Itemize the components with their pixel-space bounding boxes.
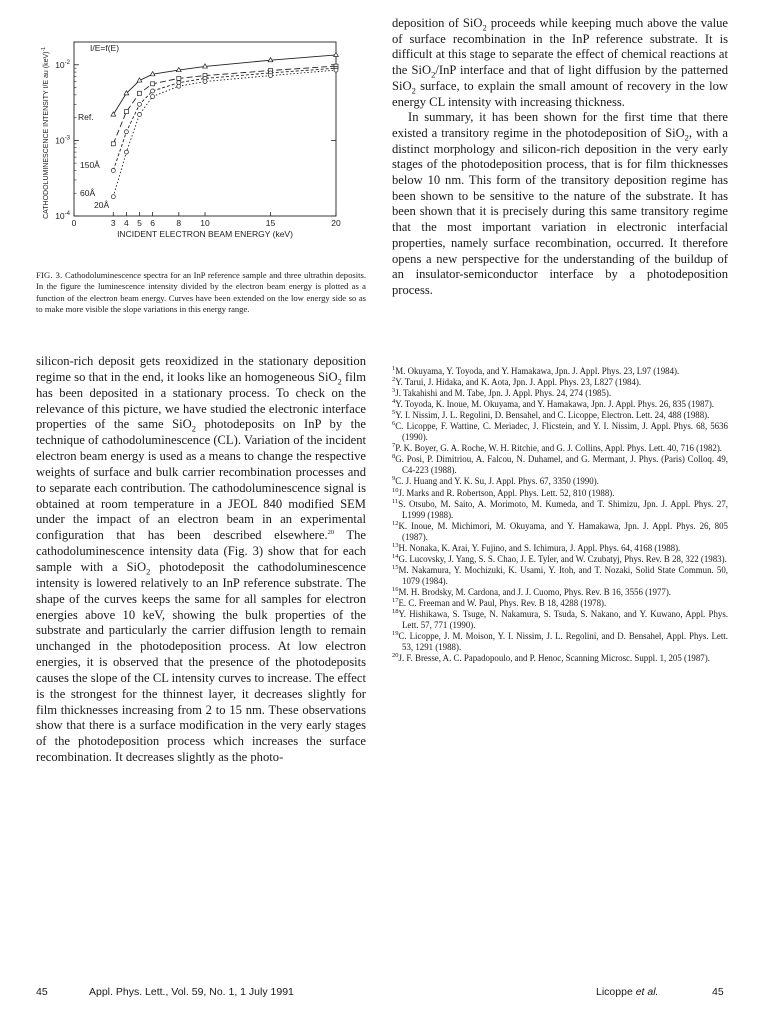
reference-text: J. Takahishi and M. Tabe, Jpn. J. Appl. Phys. 24, 274 (1985). xyxy=(395,388,612,399)
y-axis-exponent: -1 xyxy=(41,47,47,52)
reference-number: 14 xyxy=(392,552,399,560)
reference-number: 2 xyxy=(392,376,396,384)
reference-text: G. Posi, P. Dimitriou, A. Falcou, N. Duhamel, and G. Mermant, J. Phys. (Paris) Colloq. 49, C4-223 (1988). xyxy=(395,454,728,476)
reference-number: 10 xyxy=(392,486,399,494)
reference-text: S. Otsubo, M. Saito, A. Morimoto, M. Kumeda, and T. Shimizu, Jpn. J. Appl. Phys. 27, L1999 (1988). xyxy=(398,498,728,520)
x-tick-label: 0 xyxy=(71,218,77,228)
page-number-right: 45 xyxy=(712,986,724,998)
data-point xyxy=(138,112,142,116)
reference-item xyxy=(392,366,728,377)
x-tick-label: 6 xyxy=(150,218,155,228)
reference-item xyxy=(392,653,728,664)
series-line xyxy=(113,68,336,170)
references-list xyxy=(392,366,728,664)
reference-item xyxy=(392,443,728,454)
reference-text: H. Nonaka, K. Arai, Y. Fujino, and S. Ichimura, J. Appl. Phys. 64, 4168 (1988). xyxy=(398,542,681,553)
reference-number: 1 xyxy=(392,365,396,373)
x-tick-label: 8 xyxy=(176,218,182,228)
reference-number: 13 xyxy=(392,541,399,549)
x-tick-label: 20 xyxy=(331,218,341,228)
inner-title: I/E=f(E) xyxy=(90,43,120,53)
reference-number: 11 xyxy=(392,497,399,505)
series-line xyxy=(113,70,336,197)
data-point xyxy=(177,84,181,88)
reference-item xyxy=(392,521,728,543)
data-point xyxy=(334,68,338,72)
reference-text: C. J. Huang and Y. K. Su, J. Appl. Phys. 67, 3350 (1990). xyxy=(395,476,599,487)
data-point xyxy=(124,150,128,154)
reference-item xyxy=(392,499,728,521)
y-axis-label: CATHODOLUMINESCENCE INTENSITY I/E au (keV)$^{-1}$ xyxy=(41,47,50,219)
reference-item xyxy=(392,488,728,499)
caption-text: Cathodoluminescence spectra for an InP reference sample and three ultrathin deposits. In the figure the luminescence intensity divided by the electron beam energy is plotted as a function of the electron beam energy. Curves have been extended on the low energy side so as to make more visible the slope variations in this energy range. xyxy=(36,270,366,315)
y-tick-exponent: -2 xyxy=(64,59,70,66)
reference-item xyxy=(392,631,728,653)
figure-caption xyxy=(36,270,366,316)
reference-item xyxy=(392,399,728,410)
reference-number: 6 xyxy=(392,420,396,428)
reference-number: 5 xyxy=(392,409,396,417)
reference-text: K. Inoue, M. Michimori, M. Okuyama, and Y. Hamakawa, Jpn. J. Appl. Phys. 26, 805 (1987). xyxy=(398,520,728,542)
reference-item xyxy=(392,554,728,565)
x-tick-label: 5 xyxy=(137,218,142,228)
page-footer xyxy=(36,986,728,1002)
data-point xyxy=(177,76,181,80)
ref-20-citation: 20 xyxy=(327,529,335,537)
reference-item xyxy=(392,454,728,476)
data-point xyxy=(151,95,155,99)
reference-text: Y. Hishikawa, S. Tsuge, N. Nakamura, S. Tsuda, S. Nakano, and Y. Kuwano, Appl. Phys. Lett. 57, 771 (1990). xyxy=(398,609,728,631)
data-point xyxy=(138,102,142,106)
y-tick-label: $10^{-4}$ xyxy=(55,211,70,221)
reference-text: M. Nakamura, Y. Mochizuki, K. Usami, Y. Itoh, and T. Nozaki, Solid State Commun. 50, 1079 (1984). xyxy=(398,564,728,586)
reference-item xyxy=(392,377,728,388)
reference-number: 16 xyxy=(392,585,399,593)
reference-text: J. F. Bresse, A. C. Papadopoulo, and P. Henoc, Scanning Microsc. Suppl. 1, 205 (1987). xyxy=(398,653,710,664)
reference-number: 3 xyxy=(392,387,396,395)
y-tick-label: $10^{-3}$ xyxy=(55,135,70,146)
x-tick-label: 3 xyxy=(110,218,116,228)
data-point xyxy=(203,80,207,84)
x-axis-label: INCIDENT ELECTRON BEAM ENERGY (keV) xyxy=(117,229,293,239)
reference-text: M. Okuyama, Y. Toyoda, and Y. Hamakawa, Jpn. J. Appl. Phys. 23, L97 (1984). xyxy=(395,366,680,376)
reference-item xyxy=(392,609,728,631)
reference-text: Y. Tarui, J. Hidaka, and K. Aota, Jpn. J. Appl. Phys. 23, L827 (1984). xyxy=(395,377,642,388)
reference-item xyxy=(392,565,728,587)
summary-paragraph: In summary, it has been shown for the first time that there existed a transitory regime in the photodeposition of SiO$_2$, with a distinct morphology and silicon-rich deposition in the very early stages of the photodeposition process, that is for film thicknesses below 10 nm. This form of the transitory deposition regime has been shown to be sensitive to the nature of the substrate. It has been shown that it is precisely during this same transitory regime that the most important variation in electronic interfacial properties, namely surface recombination, occurred. It therefore opens a new perspective for the understanding of the buildup of an insulator-semiconductor interface by a photodeposition process. xyxy=(392,110,728,297)
data-point xyxy=(334,52,339,56)
reference-item xyxy=(392,421,728,443)
data-point xyxy=(124,130,128,134)
y-tick-label: $10^{-2}$ xyxy=(55,59,70,70)
reference-text: Y. I. Nissim, J. L. Regolini, D. Bensahel, and C. Licoppe, Electron. Lett. 24, 488 (1988). xyxy=(395,410,710,421)
running-authors: Licoppe et al. xyxy=(596,986,659,998)
x-tick-label: 4 xyxy=(124,218,129,228)
cl-intensity-chart xyxy=(36,28,366,260)
reference-text: C. Licoppe, F. Wattine, C. Meriadec, J. Flicstein, and Y. I. Nissim, J. Appl. Phys. 68, 5636 (1990). xyxy=(395,421,728,443)
y-tick-exponent: -3 xyxy=(64,135,70,142)
reference-item xyxy=(392,476,728,487)
reference-number: 15 xyxy=(392,563,399,571)
reference-number: 19 xyxy=(392,630,399,638)
reference-item xyxy=(392,598,728,609)
reference-number: 8 xyxy=(392,453,396,461)
reference-number: 20 xyxy=(392,652,399,660)
reference-text: Y. Toyoda, K. Inoue, M. Okuyama, and Y. Hamakawa, Jpn. J. Appl. Phys. 26, 835 (1987). xyxy=(395,399,715,410)
data-point xyxy=(269,74,273,78)
left-paragraph: silicon-rich deposit gets reoxidized in the stationary deposition regime so that in the end, it looks like an homogeneous SiO$_2$ film has been deposited in a stationary process. To check on the relevance of this picture, we have studied the electronic interface properties of the same SiO$_2$ photodeposits on InP by the technique of cathodoluminescence (CL). Variation of the incident electron beam energy is used as a means to change the respective weights of surface and bulk carrier recombination processes and to separate each contribution. The cathodoluminescence signal is obtained at room temperature in a JEOL 840 modified SEM under the impact of an electron beam in an experimental configuration that has been described elsewhere.$^{20}$ The cathodoluminescence intensity data (Fig. 3) show that for each sample with a SiO$_2$ photodeposit the cathodoluminescence intensity is lowered relatively to an InP reference substrate. The shape of the curves keeps the same for all samples for electron energies above 10 keV, showing the bulk properties of the substrate and particularly the carrier diffusion length to remain unchanged in the photodeposition process. At low electron energies, it is observed that the presence of the photodeposits causes the slope of the CL intensity curves to increase. The effect is the strongest for the thinnest layer, it decreases slightly for film thicknesses increasing from 2 to 15 nm. These observations show that there is a surface modification in the very early stages of the photodeposition process which increases the surface recombination. It decreases slightly as the photo- xyxy=(36,354,366,765)
data-point xyxy=(124,110,128,114)
y-tick-exponent: -4 xyxy=(64,211,70,217)
reference-text: E. C. Freeman and W. Paul, Phys. Rev. B 18, 4288 (1978). xyxy=(398,597,607,608)
reference-item xyxy=(392,388,728,399)
data-point xyxy=(138,91,142,95)
x-tick-label: 15 xyxy=(265,218,276,228)
reference-number: 4 xyxy=(392,398,396,406)
left-column-body xyxy=(36,354,366,766)
reference-number: 17 xyxy=(392,597,399,605)
series-line xyxy=(113,55,336,115)
reference-number: 9 xyxy=(392,475,396,483)
data-point xyxy=(151,89,155,93)
curve-label: 150Å xyxy=(80,160,100,170)
reference-text: G. Lucovsky, J. Yang, S. S. Chao, J. E. Tyler, and W. Czubatyj, Phys. Rev. B 28, 322 (1983). xyxy=(398,553,727,564)
reference-text: J. Marks and R. Robertson, Appl. Phys. Lett. 52, 810 (1988). xyxy=(398,487,615,498)
x-tick-label: 10 xyxy=(200,218,210,228)
reference-text: M. H. Brodsky, M. Cardona, and J. J. Cuomo, Phys. Rev. B 16, 3556 (1977). xyxy=(398,586,671,597)
right-paragraph-1: deposition of SiO$_2$ proceeds while keeping much above the value of surface recombination in the InP reference substrate. It is difficult at this stage to separate the effect of chemical reactions at the SiO$_2$/InP interface and that of light diffusion by the patterned SiO$_2$ surface, to explain the small amount of recovery in the low energy CL intensity with increasing thickness. xyxy=(392,16,728,109)
reference-text: P. K. Boyer, G. A. Roche, W. H. Ritchie, and G. J. Collins, Appl. Phys. Lett. 40, 716 (1982). xyxy=(395,443,723,454)
reference-item xyxy=(392,410,728,421)
curve-label: 60Å xyxy=(80,188,96,198)
caption-label: FIG. 3. xyxy=(36,270,63,280)
curve-label: Ref. xyxy=(78,112,94,122)
data-point xyxy=(151,82,155,86)
reference-number: 7 xyxy=(392,442,396,450)
figure-3 xyxy=(36,28,366,260)
data-point xyxy=(111,195,115,199)
reference-number: 12 xyxy=(392,519,399,527)
curve-label: 20Å xyxy=(94,200,110,210)
data-point xyxy=(111,142,115,146)
reference-item xyxy=(392,587,728,598)
reference-item xyxy=(392,543,728,554)
reference-text: C. Licoppe, J. M. Moison, Y. I. Nissim, J. L. Regolini, and D. Bensahel, Appl. Phys. Lett. 53, 1291 (1988). xyxy=(398,631,728,653)
page-number-left: 45 xyxy=(36,986,48,998)
data-point xyxy=(111,168,115,172)
right-column-body xyxy=(392,16,728,299)
journal-citation: Appl. Phys. Lett., Vol. 59, No. 1, 1 July 1991 xyxy=(89,986,294,998)
reference-number: 18 xyxy=(392,608,399,616)
